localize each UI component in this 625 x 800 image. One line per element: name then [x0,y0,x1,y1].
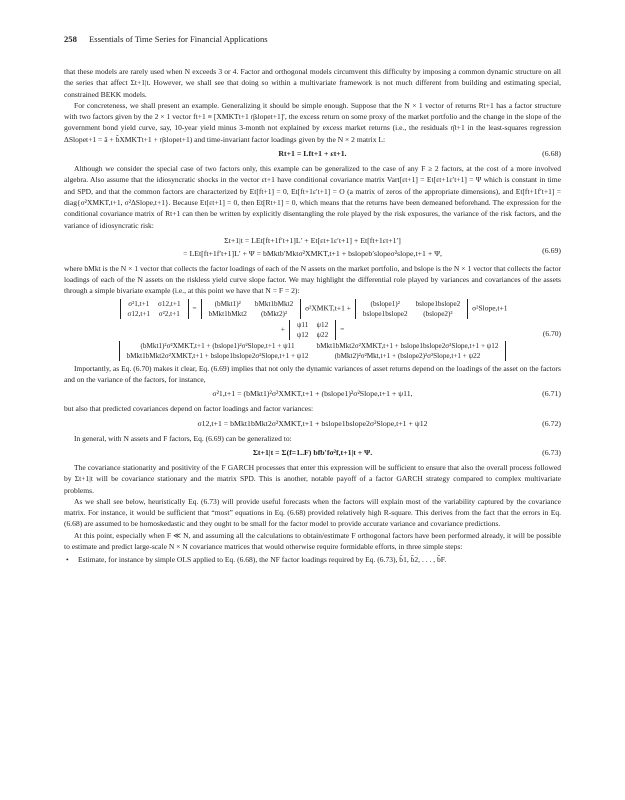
market-variance: σ²XMKT,t+1 [305,303,345,313]
slope-variance: σ²Slope,t+1 [472,303,508,313]
equation-6-69-line1: Σt+1|t = LEt[ft+1f′t+1]L′ + Et[εt+1ε′t+1] + Et[ft+1εt+1′] [224,235,401,245]
equation-6-69 [64,234,561,260]
equation-6-72 [64,418,561,430]
equation-6-70-number: (6.70) [542,328,561,338]
paragraph-1: that these models are rarely used when N exceeds 3 or 4. Factor and orthogonal models circumvent this difficulty by imposing a common dynamic structure on all the series that affect Σt+1|t. However, we shall see that doing so within a multivariate framework is not much different from building and estimating special, constrained BEKK models. [64,67,561,99]
bullet-item [64,554,561,565]
slope-loading-matrix: (bslope1)² bslope1bslope2 bslope1bslope2 (bslope2)² [355,299,468,319]
psi-matrix: ψ11 ψ12 ψ12 ψ22 [289,320,336,340]
bullet-icon: • [66,555,69,565]
paragraph-6: but also that predicted covariances depend on factor loadings and factor variances: [64,404,314,414]
page [64,34,561,566]
lhs-matrix: σ²1,t+1 σ12,t+1 σ12,t+1 σ²2,t+1 [120,299,189,319]
bullet-text: Estimate, for instance by simple OLS applied to Eq. (6.68), the NF factor loadings required by Eq. (6.73), b̂1, b̂2, . . . , b̂F. [78,555,447,565]
equation-6-73-number: (6.73) [542,447,561,457]
paragraph-7: In general, with N assets and F factors, Eq. (6.69) can be generalized to: [74,433,292,443]
paragraph-2: For concreteness, we shall present an example. Generalizing it should be simple enough. Suppose that the N × 1 vector of returns Rt+1 has a factor structure with two factors given by the 2 × 1 vector ft+1 ≡ [XMKTt+1 η̂slopet+1]′, the excess return on some proxy of the market portfolio and the change in the slope of the government bond yield curve, say, 10-year yield minus 3-month not explained by excess market returns (i.e., the residuals η̂t+1 in the least-squares regression ΔSlopet+1 = â + b̂XMKTt+1 + η̂slopet+1) and time-invariant factor loadings given by the N × 2 matrix L: [64,100,561,144]
equation-6-70: σ²1,t+1 σ12,t+1 σ12,t+1 σ²2,t+1 = (bMkt1)² bMkt1bMkt2 bMkt1bMkt2 (bMkt2)² σ²XMKT,t+1 + (bslope1)² bslope1bslope2 bslope1bslope2 (bslope2)² σ²Slope,t+1 + ψ11 ψ12 ψ12 ψ22 = (bMkt1)²σ²XMKT,t+1 + (bslope1)²σ²Slope,t+1 + ψ11 bMkt1bMkt2σ²XMKT,t+1 + bslope1bslope2σ²Slope,t+1 + ψ12 bMkt1bMkt2σ²XMKT,t+1 + bslope1bslope2σ²Slope,t+1 + ψ12 (bMkt2)²σ²Mkt,t+1 + (bslope2)²σ²Slope,t+1 + ψ22 (6.70) [64,299,561,361]
equation-6-73-expr: Σt+1|t = Σ(f=1..F) bfb′fσ²f,t+1|t + Ψ. [252,447,373,457]
equation-6-73 [64,447,561,459]
equation-6-68 [64,148,561,160]
equation-6-72-number: (6.72) [542,418,561,428]
result-matrix: (bMkt1)²σ²XMKT,t+1 + (bslope1)²σ²Slope,t+1 + ψ11 bMkt1bMkt2σ²XMKT,t+1 + bslope1bslope2σ²Slope,t+1 + ψ12 bMkt1bMkt2σ²XMKT,t+1 + bslope1bslope2σ²Slope,t+1 + ψ12 (bMkt2)²σ²Mkt,t+1 + (bslope2)²σ²Slope,t+1 + ψ22 [119,341,507,361]
equation-6-71-number: (6.71) [542,389,561,399]
equation-6-69-line2: = LEt[ft+1f′t+1]L′ + Ψ = bMktb′Mktσ²XMKT,t+1 + bslopeb′slopeσ²slope,t+1 + Ψ, [183,248,442,258]
paragraph-3: Although we consider the special case of two factors only, this example can be generalized to the case of any F ≥ 2 factors, at the cost of a more involved algebra. Also assume that the idiosyncratic shocks in the vector εt+1 have conditional covariance matrix Vart[εt+1] = Et[εt+1ε′t+1] = Ψ which is constant in time and SPD, and that the common factors are characterized by Et[ft+1] = 0, Et[ft+1ε′t+1] = O (a matrix of zeros of the appropriate dimensions), and Et[ft+1f′t+1] = diag{σ²XMKT,t+1, σ²ΔSlope,t+1}. Because Et[εt+1] = 0, then Et[Rt+1] = 0, which means that the returns have been demeaned beforehand. The expression for the conditional covariance matrix of Rt+1 can then be written by explicitly disentangling the role played by the risk exposures, the variance of the risk factors, and the variance of idiosyncratic risk: [64,164,561,230]
equation-6-71-expr: σ²1,t+1 = (bMkt1)²σ²XMKT,t+1 + (bslope1)²σ²Slope,t+1 + ψ11, [212,389,413,399]
equation-6-72-expr: σ12,t+1 = bMkt1bMkt2σ²XMKT,t+1 + bslope1bslope2σ²Slope,t+1 + ψ12 [197,418,428,428]
equation-6-69-number: (6.69) [542,245,561,255]
running-title: Essentials of Time Series for Financial Applications [89,34,268,44]
paragraph-5: Importantly, as Eq. (6.70) makes it clear, Eq. (6.69) implies that not only the dynamic variances of asset returns depend on the loadings of the asset on the factors and on the variance of the factors, for instance, [64,363,561,385]
paragraph-9: As we shall see below, heuristically Eq. (6.73) will provide useful forecasts when the factors will explain most of the variability captured by the covariance matrix. For instance, it would be sufficient that “most” equations in Eq. (6.68) provided relatively high R-square. This derives from the fact that the errors in Eq. (6.68) are assumed to be homoskedastic and they ought to be small for the factor model to provide accurate variance and covariance predictions. [64,496,561,529]
equation-6-68-expr: Rt+1 = Lft+1 + εt+1. [278,149,347,159]
paragraph-4: where bMkt is the N × 1 vector that collects the factor loadings of each of the N assets on the market portfolio, and bslope is the N × 1 vector that collects the factor loadings of each of the N assets on the riskless yield curve slope factor. We may highlight the differential role played by variances and covariances of the assets through a simple bivariate example (i.e., at this point we have that N = F = 2): [64,263,561,296]
page-number: 258 [64,34,77,44]
paragraph-8: The covariance stationarity and positivity of the F GARCH processes that enter this expression will be sufficient to ensure that also the overall process followed by Σt+1|t will be covariance stationary and the matrix SPD. This is another, notable payoff of a factor GARCH strategy compared to complex multivariate problems. [64,462,561,495]
equation-6-68-number: (6.68) [542,149,561,159]
paragraph-10: At this point, especially when F ≪ N, and assuming all the calculations to obtain/estimate F orthogonal factors have been performed already, it will be possible to estimate and predict large-scale N × N covariance matrices that would otherwise require formidable efforts, in three simple steps: [64,530,561,552]
market-loading-matrix: (bMkt1)² bMkt1bMkt2 bMkt1bMkt2 (bMkt2)² [201,299,302,319]
running-header [64,34,561,44]
equation-6-71 [64,388,561,400]
